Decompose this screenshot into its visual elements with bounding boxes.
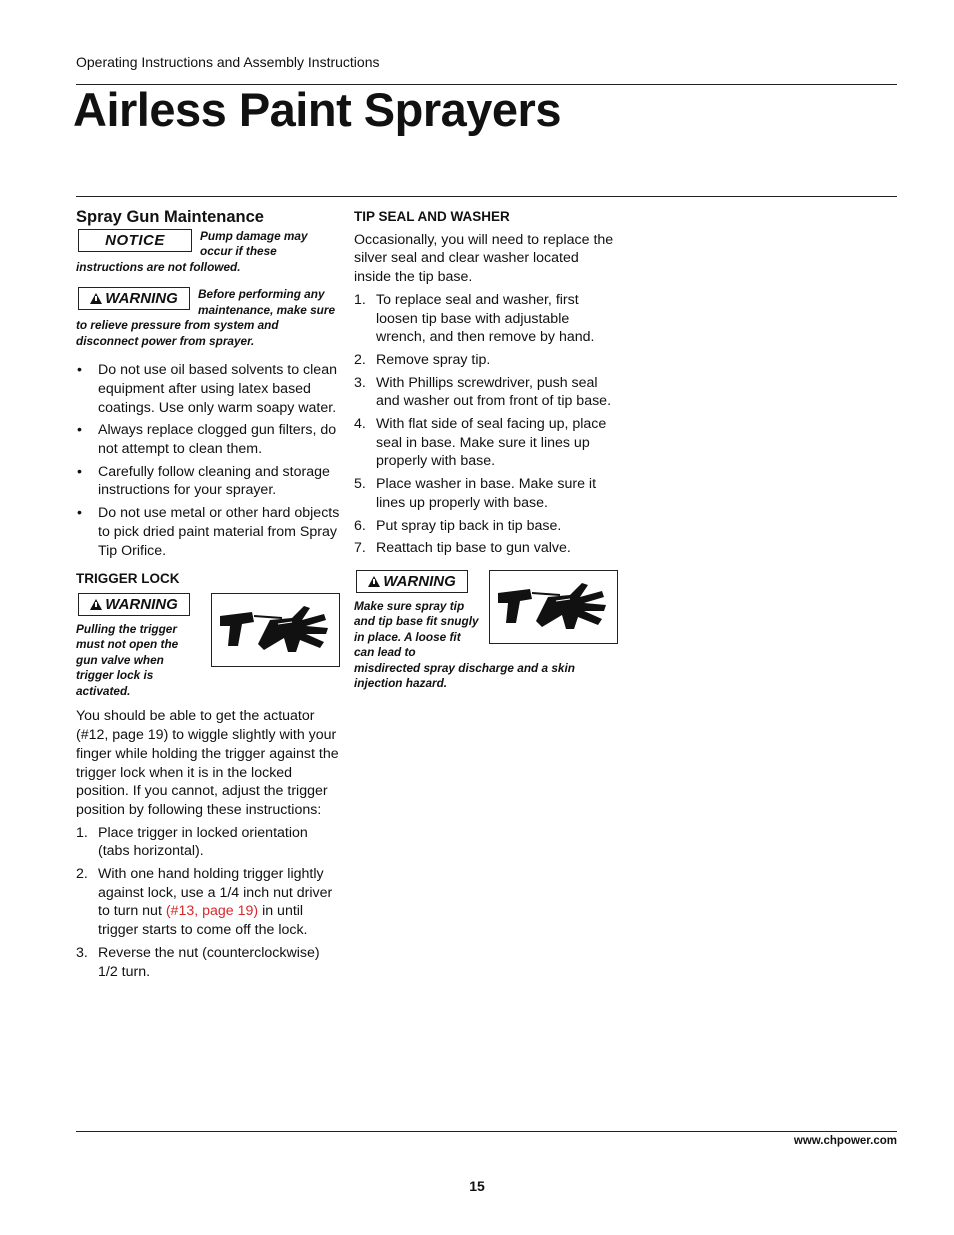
notice-text: Pump damage may occur if these instructions are not followed. xyxy=(76,228,308,274)
list-item: 2. Remove spray tip. xyxy=(354,351,491,368)
warning-triangle-icon xyxy=(90,293,102,304)
list-item: • Do not use oil based solvents to clean equipment after using latex based coatings. Use only warm soapy water. xyxy=(77,362,337,416)
warning-badge: WARNING xyxy=(78,593,190,616)
warning-badge: WARNING xyxy=(356,570,468,593)
list-item: • Carefully follow cleaning and storage instructions for your sprayer. xyxy=(77,463,330,499)
trigger-steps xyxy=(76,824,340,982)
page-reference-link[interactable]: (#13, page 19) xyxy=(165,903,259,920)
tip-seal-heading: TIP SEAL AND WASHER xyxy=(354,209,510,224)
notice-box xyxy=(76,229,340,276)
list-item: 3. Reverse the nut (counterclockwise) 1/2 turn. xyxy=(76,944,320,980)
warning-box-maintenance xyxy=(76,287,340,349)
list-item: • Always replace clogged gun filters, do not attempt to clean them. xyxy=(77,422,337,458)
hand-injection-icon xyxy=(489,570,618,644)
trigger-lock-heading: TRIGGER LOCK xyxy=(76,571,180,587)
list-item: 1. Place trigger in locked orientation (tabs horizontal). xyxy=(76,824,308,860)
maintenance-bullets xyxy=(76,361,340,560)
warning-text: Before performing any maintenance, make sure to relieve pressure from system and disconnect power from sprayer. xyxy=(76,287,336,348)
list-item: • Do not use metal or other hard objects to pick dried paint material from Spray Tip Orifice. xyxy=(77,505,340,559)
footer-rule xyxy=(76,1131,897,1132)
section-rule xyxy=(76,196,897,197)
warning-triangle-icon xyxy=(90,599,102,610)
tip-seal-steps xyxy=(354,291,618,558)
warning-triangle-icon xyxy=(368,576,380,587)
list-item: 3. With Phillips screwdriver, push seal and washer out from front of tip base. xyxy=(354,374,612,410)
warning-text: Pulling the trigger must not open the gun valve when trigger lock is activated. xyxy=(76,621,179,698)
footer-url: www.chpower.com xyxy=(793,1135,897,1147)
trigger-paragraph: You should be able to get the actuator (#12, page 19) to wiggle slightly with your finger while holding the trigger against the trigger lock when it is in the locked position. If you cannot, adjust the trigger position by following these instructions: xyxy=(76,708,339,818)
list-item: 4. With flat side of seal facing up, place seal in base. Make sure it lines up properly with base. xyxy=(354,416,607,470)
list-item: 1. To replace seal and washer, first loosen tip base with adjustable wrench, and then remove by hand. xyxy=(354,291,595,346)
list-item: 2. With one hand holding trigger lightly against lock, use a 1/4 inch nut driver to turn nut (#13, page 19) in until trigger starts to come off the lock. xyxy=(76,866,333,939)
list-item: 7. Reattach tip base to gun valve. xyxy=(354,540,571,557)
warning-badge: WARNING xyxy=(78,287,190,310)
document-header: Operating Instructions and Assembly Instructions xyxy=(76,54,380,70)
warning-text: Make sure spray tip and tip base fit snugly in place. A loose fit can lead to misdirected spray discharge and a skin injection hazard. xyxy=(354,598,575,691)
left-column xyxy=(76,208,340,985)
notice-badge: NOTICE xyxy=(78,229,192,252)
right-column xyxy=(354,208,618,704)
tip-seal-intro: Occasionally, you will need to replace the silver seal and clear washer located inside the tip base. xyxy=(354,231,614,286)
warning-box-tip xyxy=(354,570,618,692)
page-number: 15 xyxy=(469,1178,485,1194)
list-item: 6. Put spray tip back in tip base. xyxy=(354,517,562,534)
section-title: Spray Gun Maintenance xyxy=(76,208,264,226)
warning-box-trigger xyxy=(76,593,340,700)
list-item: 5. Place washer in base. Make sure it lines up properly with base. xyxy=(354,476,597,511)
hand-injection-icon xyxy=(211,593,340,667)
page-title: Airless Paint Sprayers xyxy=(73,83,561,136)
